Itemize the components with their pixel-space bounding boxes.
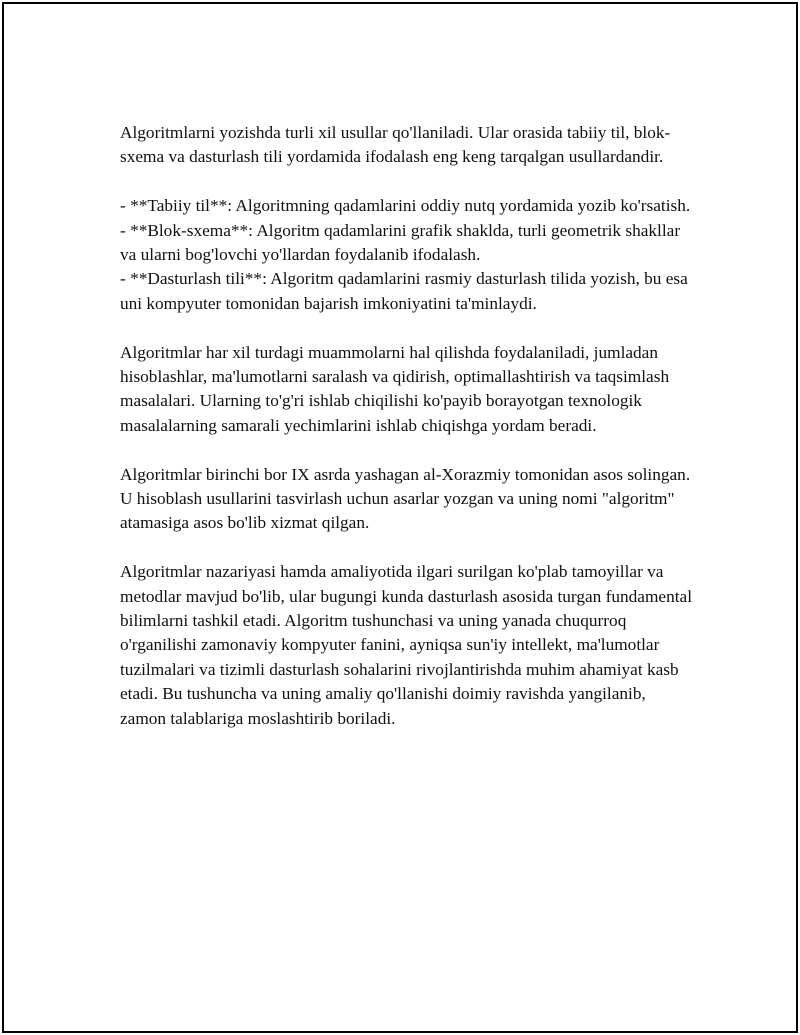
document-page xyxy=(2,2,798,1033)
paragraph-history: Algoritmlar birinchi bor IX asrda yashagan al-Xorazmiy tomonidan asos solingan. U hisoblash usullarini tasvirlash uchun asarlar yozgan va uning nomi "algoritm" atamasiga asos bo'lib xizmat qilgan. xyxy=(120,464,691,533)
list-item-dasturlash-tili: - **Dasturlash tili**: Algoritm qadamlarini rasmiy dasturlash tilida yozish, bu esa uni kompyuter tomonidan bajarish imkoniyatini ta'minlaydi. xyxy=(120,269,688,313)
list-item-blok-sxema: - **Blok-sxema**: Algoritm qadamlarini grafik shaklda, turli geometrik shakllar va ularni bog'lovchi yo'llardan foydalanib ifodalash. xyxy=(120,220,681,265)
paragraph-theory: Algoritmlar nazariyasi hamda amaliyotida ilgari surilgan ko'plab tamoyillar va metodlar mavjud bo'lib, ular bugungi kunda dasturlash asosida turgan fundamental bilimlarni tashkil etadi. Algoritm tushunchasi va uning yanada chuqurroq o'rganilishi zamonaviy kompyuter fanini, ayniqsa sun'iy intellekt, ma'lumotlar tuzilmalari va tizimli dasturlash sohalarini rivojlantirishda muhim ahamiyat kasb etadi. Bu tushuncha va uning amaliy qo'llanishi doimiy ravishda yangilanib, zamon talablariga moslashtirib boriladi. xyxy=(120,562,692,728)
document-body xyxy=(120,121,692,755)
paragraph-intro: Algoritmlarni yozishda turli xil usullar qo'llaniladi. Ular orasida tabiiy til, blok-sxema va dasturlash tili yordamida ifodalash eng keng tarqalgan usullardandir. xyxy=(120,123,671,167)
list-item-tabiiy-til: - **Tabiiy til**: Algoritmning qadamlarini oddiy nutq yordamida yozib ko'rsatish. xyxy=(120,196,691,216)
paragraph-usage: Algoritmlar har xil turdagi muammolarni hal qilishda foydalaniladi, jumladan hisoblashlar, ma'lumotlarni saralash va qidirish, optimallashtirish va taqsimlash masalalari. Ularning to'g'ri ishlab chiqilishi ko'payib borayotgan texnologik masalalarning samarali yechimlarini ishlab chiqishga yordam beradi. xyxy=(120,342,670,435)
methods-list xyxy=(120,194,692,316)
